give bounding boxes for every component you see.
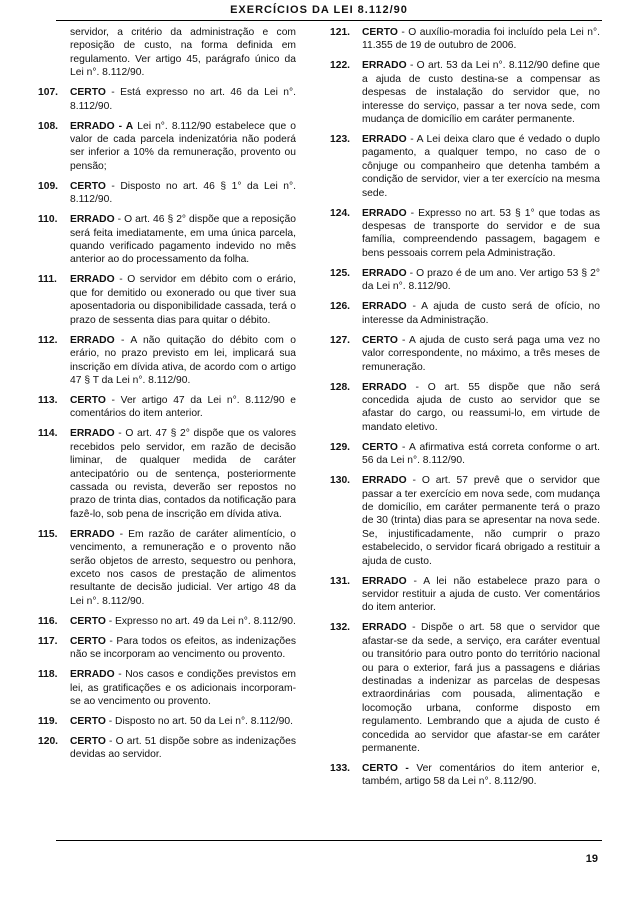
item-status: CERTO bbox=[70, 87, 106, 99]
item-status: CERTO bbox=[70, 615, 106, 627]
item-number: 133. bbox=[330, 763, 351, 775]
item-body: - O art. 46 § 2° dispõe que a reposição será feita imediatamente, em uma única parcela, quando verificado pagamento indevido no mês anterior ao do processamento da folha. bbox=[70, 214, 296, 266]
item-body: Lei n°. 8.112/90 estabelece que o valor de cada parcela indenizatória não poderá ser inferior a 10% da remuneração, provento ou pensão; bbox=[70, 120, 297, 172]
item-body: - Ver artigo 47 da Lei n°. 8.112/90 e comentários do item anterior. bbox=[70, 394, 296, 420]
answer-item bbox=[38, 273, 296, 327]
item-status: ERRADO bbox=[362, 381, 407, 393]
item-text bbox=[362, 300, 600, 327]
item-number: 110. bbox=[38, 214, 58, 226]
item-number: 108. bbox=[38, 120, 59, 132]
item-body: - Nos casos e condições previstos em lei, as gratificações e os adicionais incorporam-se ao vencimento ou provento. bbox=[70, 669, 296, 707]
item-status: CERTO bbox=[70, 394, 106, 406]
item-status: CERTO bbox=[362, 334, 398, 346]
item-text bbox=[70, 394, 296, 421]
item-status: ERRADO bbox=[362, 575, 407, 587]
answer-item bbox=[330, 133, 600, 200]
item-status: ERRADO bbox=[70, 528, 115, 540]
item-status: CERTO - bbox=[362, 763, 409, 775]
item-text bbox=[70, 427, 296, 521]
item-body: - O art. 55 dispõe que não será concedida ajuda de custo ao servidor que se afastar do cargo, ou reassumi-lo, em virtude de mandato eletivo. bbox=[362, 381, 600, 433]
answer-item bbox=[38, 86, 296, 113]
item-text bbox=[70, 334, 296, 388]
right-item-list bbox=[330, 26, 600, 789]
item-status: CERTO bbox=[362, 27, 398, 38]
item-text bbox=[70, 180, 296, 207]
item-text bbox=[362, 59, 600, 126]
item-status: ERRADO bbox=[362, 475, 407, 487]
item-number: 112. bbox=[38, 334, 58, 346]
item-number: 130. bbox=[330, 475, 351, 487]
item-body: - A não quitação do débito com o erário, no prazo previsto em lei, implicará sua inscrição em dívida ativa, de acordo com o artigo 47 § T da Lei n°. 8.112/90. bbox=[70, 334, 296, 386]
answer-item bbox=[330, 381, 600, 435]
item-body: - O art. 53 da Lei n°. 8.112/90 define que a ajuda de custo destina-se a compensar as despesas de instalação do servidor que, no interesse do serviço, passar a ter nova sede, com mudança de domicílio em caráter permanente. bbox=[362, 60, 600, 126]
item-text bbox=[70, 86, 296, 113]
answer-item bbox=[330, 621, 600, 755]
header-divider bbox=[56, 20, 602, 21]
item-number: 115. bbox=[38, 528, 58, 540]
answer-item bbox=[330, 267, 600, 294]
answer-item bbox=[38, 334, 296, 388]
item-number: 118. bbox=[38, 669, 58, 681]
item-text bbox=[362, 334, 600, 374]
item-body: - O servidor em débito com o erário, que for demitido ou exonerado ou que tiver sua aposentadoria ou disponibilidade cassada, terá o prazo de sessenta dias para quitar o débito. bbox=[70, 274, 296, 326]
answer-item bbox=[330, 441, 600, 468]
item-status: CERTO bbox=[70, 736, 106, 747]
item-body: - Em razão de caráter alimentício, o vencimento, a remuneração e o provento não serão objetos de arresto, sequestro ou penhora, exceto nos casos de prestação de alimentos resultante de decisão judicial. Ver artigo 48 da Lei n°. 8.112/90. bbox=[70, 528, 296, 607]
item-text bbox=[70, 273, 296, 327]
item-number: 121. bbox=[330, 27, 351, 38]
answer-item bbox=[38, 668, 296, 708]
item-status: ERRADO bbox=[70, 428, 115, 440]
item-number: 122. bbox=[330, 60, 351, 72]
item-body: - Está expresso no art. 46 da Lei n°. 8.112/90. bbox=[70, 87, 296, 112]
footer-divider bbox=[56, 840, 602, 841]
item-body: - Expresso no art. 49 da Lei n°. 8.112/90. bbox=[105, 615, 296, 627]
answer-item bbox=[38, 427, 296, 521]
answer-item bbox=[330, 575, 600, 615]
item-body: - Disposto no art. 50 da Lei n°. 8.112/90. bbox=[105, 716, 293, 727]
answer-item bbox=[38, 715, 296, 728]
item-body: - O auxílio-moradia foi incluído pela Lei n°. 11.355 de 19 de outubro de 2006. bbox=[362, 27, 600, 52]
item-number: 117. bbox=[38, 635, 58, 647]
item-status: ERRADO bbox=[70, 274, 115, 286]
answer-item bbox=[38, 394, 296, 421]
item-body: - A Lei deixa claro que é vedado o duplo pagamento, a qualquer tempo, no caso de o cônjuge ou companheiro que detenha também a condição de servidor, vier a ter exercício na mesma sede. bbox=[362, 134, 600, 199]
item-body: - A lei não estabelece prazo para o servidor restituir a ajuda de custo. Ver comentários do item anterior. bbox=[362, 575, 600, 614]
item-text bbox=[70, 715, 296, 728]
answer-item bbox=[38, 528, 296, 608]
answer-item bbox=[38, 213, 296, 267]
item-text bbox=[362, 621, 600, 755]
item-number: 129. bbox=[330, 441, 351, 453]
item-text bbox=[70, 735, 296, 762]
item-status: ERRADO bbox=[70, 669, 115, 681]
item-text bbox=[362, 381, 600, 435]
item-text bbox=[70, 120, 296, 174]
item-number: 128. bbox=[330, 381, 351, 393]
item-text bbox=[362, 133, 600, 200]
item-body: Ver comentários do item anterior e, também, artigo 58 da Lei n°. 8.112/90. bbox=[362, 763, 600, 788]
item-status: ERRADO bbox=[362, 60, 407, 72]
answer-item bbox=[38, 635, 296, 662]
item-number: 109. bbox=[38, 180, 59, 192]
item-number: 111. bbox=[38, 274, 57, 286]
item-text bbox=[70, 213, 296, 267]
item-body: - A ajuda de custo será de ofício, no interesse da Administração. bbox=[362, 301, 600, 326]
item-text bbox=[70, 668, 296, 708]
item-status: ERRADO bbox=[362, 622, 407, 634]
item-number: 107. bbox=[38, 87, 59, 99]
answer-item bbox=[330, 59, 600, 126]
item-text bbox=[362, 441, 600, 468]
item-text bbox=[362, 474, 600, 568]
page-number: 19 bbox=[585, 853, 598, 865]
answer-item bbox=[38, 735, 296, 762]
item-status: CERTO bbox=[70, 180, 106, 192]
item-status: CERTO bbox=[70, 716, 106, 727]
item-number: 127. bbox=[330, 334, 351, 346]
item-number: 126. bbox=[330, 301, 351, 313]
item-number: 113. bbox=[38, 394, 58, 406]
answer-item bbox=[330, 474, 600, 568]
item-text bbox=[70, 615, 296, 628]
answer-item bbox=[38, 120, 296, 174]
item-status: ERRADO bbox=[362, 301, 407, 313]
answer-item bbox=[330, 207, 600, 261]
item-status: ERRADO bbox=[70, 214, 115, 226]
item-number: 119. bbox=[38, 716, 58, 727]
item-number: 116. bbox=[38, 615, 58, 627]
item-status: CERTO bbox=[362, 441, 398, 453]
item-body: - A ajuda de custo será paga uma vez no valor correspondente, no máximo, a três meses de remuneração. bbox=[362, 334, 600, 373]
item-number: 124. bbox=[330, 207, 351, 219]
item-status: ERRADO - A bbox=[70, 120, 134, 132]
answer-item bbox=[38, 615, 296, 628]
item-status: ERRADO bbox=[362, 207, 407, 219]
item-text bbox=[70, 635, 296, 662]
item-status: CERTO bbox=[70, 635, 106, 647]
item-text bbox=[362, 26, 600, 53]
item-number: 123. bbox=[330, 134, 351, 146]
item-body: - Para todos os efeitos, as indenizações não se incorporam ao vencimento ou provento. bbox=[70, 635, 296, 661]
item-number: 125. bbox=[330, 267, 351, 279]
item-number: 120. bbox=[38, 736, 59, 747]
answer-item bbox=[330, 26, 600, 53]
item-body: - Expresso no art. 53 § 1° que todas as despesas de transporte do servidor e de sua família, compreendendo passagem, bagagem e bens pessoais correm pela Administração. bbox=[362, 207, 600, 259]
item-number: 114. bbox=[38, 428, 58, 440]
continuation-text: servidor, a critério da administração e com reposição de custo, na forma definida em regulamento. Ver artigo 45, parágrafo único da Lei n°. 8.112/90. bbox=[70, 27, 296, 79]
item-status: ERRADO bbox=[362, 267, 407, 279]
item-status: ERRADO bbox=[70, 334, 115, 346]
item-body: - O art. 51 dispõe sobre as indenizações devidas ao servidor. bbox=[70, 736, 296, 761]
item-body: - Dispõe o art. 58 que o servidor que afastar-se da sede, a serviço, era caráter eventual ou transitório para outro ponto do território nacional ou para o exterior, fará jus a passagens e diárias destinadas a indenizar as parcelas de despesas extraordinárias com pousada, alimentação e locomoção urbana, conforme disposto em regulamento. Lembrando que a ajuda de custo é concedida ao servidor que afastar-se em caráter permanente. bbox=[362, 622, 600, 755]
item-text bbox=[362, 207, 600, 261]
answer-item bbox=[38, 180, 296, 207]
item-text bbox=[362, 575, 600, 615]
item-body: - A afirmativa está correta conforme o art. 56 da Lei n°. 8.112/90. bbox=[362, 441, 600, 467]
right-column bbox=[330, 26, 600, 795]
item-body: - Disposto no art. 46 § 1° da Lei n°. 8.112/90. bbox=[70, 180, 296, 206]
item-text bbox=[70, 528, 296, 608]
answer-item bbox=[330, 334, 600, 374]
page-header: EXERCÍCIOS DA LEI 8.112/90 bbox=[230, 4, 408, 16]
item-body: - O art. 47 § 2° dispõe que os valores recebidos pelo servidor, em razão de decisão liminar, de qualquer medida de caráter antecipatório ou de sentença, posteriormente cassada ou revista, deverão ser repostos no prazo de trinta dias, contados da notificação para fazê-lo, sob pena de inscrição em dívida ativa. bbox=[70, 428, 296, 520]
item-text bbox=[362, 762, 600, 789]
answer-item bbox=[330, 762, 600, 789]
item-body: - O art. 57 prevê que o servidor que passar a ter exercício em nova sede, com mudança de domicílio, em caráter permanente terá o prazo de 30 (trinta) dias para se apresentar na nova sede. Se, injustificadamente, não cumprir o prazo estabelecido, o servidor ficará obrigado a restituir a ajuda de custo. bbox=[362, 475, 600, 567]
item-number: 131. bbox=[330, 575, 351, 587]
item-text bbox=[362, 267, 600, 294]
item-number: 132. bbox=[330, 622, 351, 634]
left-item-list bbox=[38, 86, 296, 762]
item-status: ERRADO bbox=[362, 134, 407, 146]
answer-item bbox=[330, 300, 600, 327]
left-column bbox=[38, 26, 296, 768]
item-body: - O prazo é de um ano. Ver artigo 53 § 2° da Lei n°. 8.112/90. bbox=[362, 267, 600, 293]
